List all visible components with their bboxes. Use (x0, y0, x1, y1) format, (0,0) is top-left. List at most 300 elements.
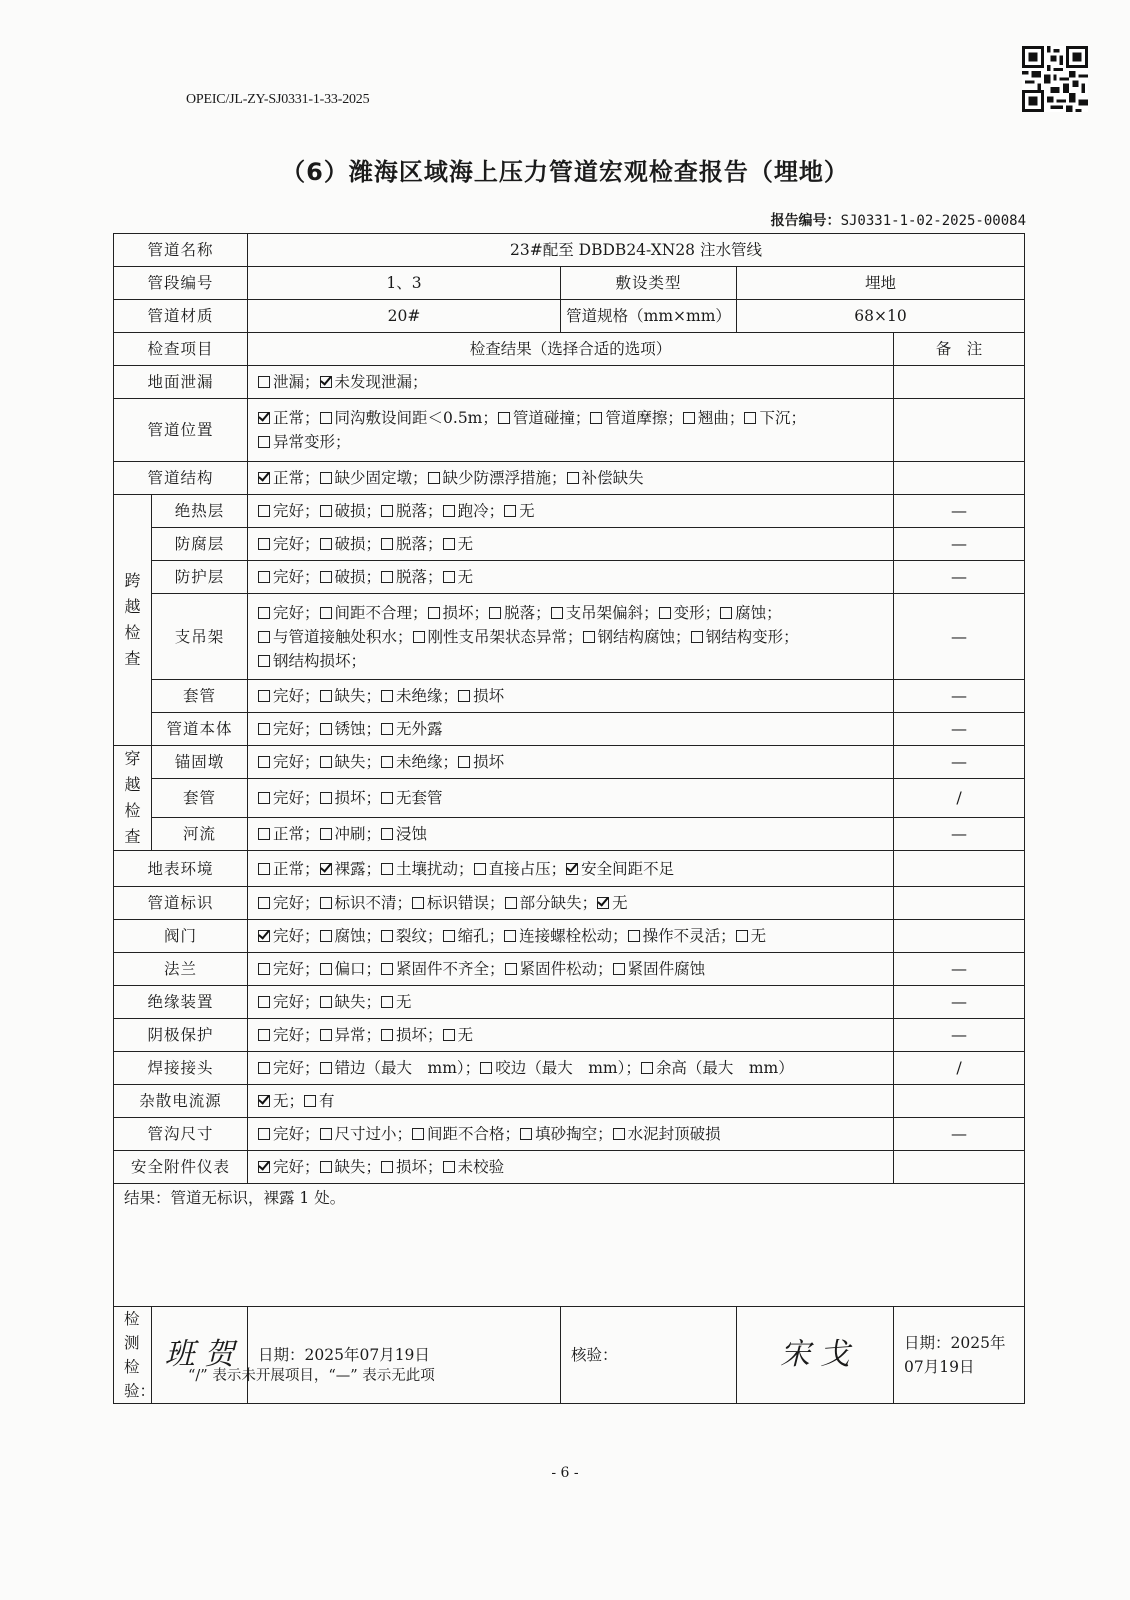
unchecked-box-icon[interactable] (320, 1062, 332, 1074)
spec-label: 管道规格（mm×mm） (561, 300, 737, 333)
option-label: 完好； (273, 1158, 320, 1176)
option-label: 缺少固定墩； (334, 469, 428, 487)
option (320, 502, 382, 520)
unchecked-box-icon[interactable] (381, 505, 393, 517)
option-label: 完好； (273, 894, 320, 912)
item-options (248, 1085, 894, 1118)
option-label: 完好； (273, 1125, 320, 1143)
unchecked-box-icon[interactable] (504, 930, 516, 942)
unchecked-box-icon[interactable] (258, 631, 270, 643)
unchecked-box-icon[interactable] (628, 930, 640, 942)
result-row (114, 1184, 1025, 1307)
unchecked-box-icon[interactable] (613, 1128, 625, 1140)
checked-box-icon[interactable] (258, 1095, 270, 1107)
option (613, 960, 706, 978)
option (258, 652, 366, 670)
option (320, 535, 382, 553)
item-options (248, 594, 894, 680)
option-label: 部分缺失； (519, 894, 598, 912)
unchecked-box-icon[interactable] (381, 792, 393, 804)
checked-box-icon[interactable] (320, 376, 332, 388)
qr-code (1022, 46, 1088, 112)
option (381, 720, 443, 738)
unchecked-box-icon[interactable] (320, 1029, 332, 1041)
option-label: 完好； (273, 687, 320, 705)
unchecked-box-icon[interactable] (320, 472, 332, 484)
item-options (248, 887, 894, 920)
unchecked-box-icon[interactable] (320, 828, 332, 840)
option-label: 直接占压； (488, 859, 567, 878)
item-label: 管道标识 (114, 887, 248, 920)
option (458, 753, 504, 771)
option-label: 翘曲； (697, 409, 745, 427)
item-remark (894, 851, 1025, 887)
unchecked-box-icon[interactable] (458, 690, 470, 702)
option-label: 冲刷； (334, 824, 382, 843)
date2 (894, 1307, 1025, 1404)
unchecked-box-icon[interactable] (258, 756, 270, 768)
option (443, 535, 474, 553)
option (381, 927, 443, 945)
option (505, 894, 598, 912)
option-label: 浸蚀 (396, 824, 428, 843)
unchecked-box-icon[interactable] (381, 1161, 393, 1173)
option-label: 无套管 (396, 788, 443, 807)
item-label: 地面泄漏 (114, 366, 248, 399)
option (597, 894, 628, 912)
unchecked-box-icon[interactable] (505, 897, 517, 909)
option (258, 469, 320, 487)
checked-box-icon[interactable] (597, 897, 609, 909)
unchecked-box-icon[interactable] (320, 723, 332, 735)
option (320, 1125, 413, 1143)
result-column-header: 检查结果（选择合适的选项） (248, 333, 894, 366)
item-options (248, 1118, 894, 1151)
option (258, 753, 320, 771)
item-remark: — (894, 713, 1025, 746)
option (381, 535, 443, 553)
document-code: OPEIC/JL-ZY-SJ0331-1-33-2025 (186, 92, 370, 107)
option (258, 927, 320, 945)
laying-value: 埋地 (737, 267, 1025, 300)
inspection-row (114, 561, 1025, 594)
option-label: 锈蚀； (334, 720, 382, 738)
option (504, 927, 628, 945)
unchecked-box-icon[interactable] (320, 690, 332, 702)
item-options (248, 1019, 894, 1052)
page-number: - 6 - (551, 1465, 579, 1481)
option-label: 紧固件不齐全； (396, 960, 505, 978)
unchecked-box-icon[interactable] (505, 963, 517, 975)
unchecked-box-icon[interactable] (443, 1161, 455, 1173)
unchecked-box-icon[interactable] (320, 996, 332, 1008)
unchecked-box-icon[interactable] (474, 863, 486, 875)
inspection-row (114, 1052, 1025, 1085)
unchecked-box-icon[interactable] (736, 930, 748, 942)
option (498, 409, 591, 427)
option-label: 缺少防漂浮措施； (442, 469, 567, 487)
option-label: 与管道接触处积水； (273, 627, 413, 646)
option-label: 泄漏； (273, 373, 320, 391)
inspection-row (114, 817, 1025, 850)
option (320, 720, 382, 738)
option-label: 完好； (273, 720, 320, 738)
option-label: 钢结构腐蚀； (597, 627, 691, 646)
option (258, 373, 320, 391)
unchecked-box-icon[interactable] (381, 863, 393, 875)
unchecked-box-icon[interactable] (258, 505, 270, 517)
unchecked-box-icon[interactable] (489, 607, 501, 619)
option (551, 604, 659, 622)
unchecked-box-icon[interactable] (443, 1029, 455, 1041)
option-label: 标识错误； (427, 894, 505, 912)
unchecked-box-icon[interactable] (258, 828, 270, 840)
option-label: 无 (457, 1026, 474, 1044)
inspection-row (114, 1118, 1025, 1151)
option (258, 894, 320, 912)
unchecked-box-icon[interactable] (458, 756, 470, 768)
checked-box-icon[interactable] (566, 863, 578, 875)
option-label: 异常变形； (273, 433, 351, 451)
unchecked-box-icon[interactable] (381, 828, 393, 840)
option (258, 789, 320, 807)
option (258, 535, 320, 553)
unchecked-box-icon[interactable] (381, 538, 393, 550)
unchecked-box-icon[interactable] (590, 412, 602, 424)
option-label: 操作不灵活； (642, 927, 736, 945)
option (474, 860, 567, 878)
option (304, 1092, 335, 1110)
option (683, 409, 745, 427)
row-pipe-name (114, 234, 1025, 267)
unchecked-box-icon[interactable] (258, 1029, 270, 1041)
option-label: 损坏； (396, 1026, 443, 1044)
option-label: 无 (519, 502, 535, 520)
unchecked-box-icon[interactable] (583, 631, 595, 643)
unchecked-box-icon[interactable] (443, 505, 455, 517)
checked-box-icon[interactable] (258, 412, 270, 424)
option (381, 825, 427, 843)
option-label: 余高（最大 mm） (655, 1059, 794, 1077)
option-label: 无； (273, 1092, 305, 1110)
unchecked-box-icon[interactable] (691, 631, 703, 643)
item-remark: / (894, 1052, 1025, 1085)
option (443, 1026, 474, 1044)
row-section (114, 267, 1025, 300)
item-column-header: 检查项目 (114, 333, 248, 366)
option-label: 同沟敷设间距＜0.5m； (334, 409, 498, 427)
signoff-row (114, 1307, 1025, 1404)
item-remark (894, 1085, 1025, 1118)
unchecked-box-icon[interactable] (258, 607, 270, 619)
unchecked-box-icon[interactable] (720, 607, 732, 619)
remark-column-header: 备 注 (894, 333, 1025, 366)
unchecked-box-icon[interactable] (498, 412, 510, 424)
option-label: 完好； (273, 927, 320, 945)
unchecked-box-icon[interactable] (320, 792, 332, 804)
unchecked-box-icon[interactable] (320, 930, 332, 942)
option (320, 1158, 382, 1176)
option (258, 825, 320, 843)
option (659, 604, 721, 622)
unchecked-box-icon[interactable] (412, 1128, 424, 1140)
option-label: 变形； (673, 603, 721, 622)
option-label: 损坏 (473, 687, 505, 705)
unchecked-box-icon[interactable] (320, 412, 332, 424)
option-label: 有 (319, 1092, 335, 1110)
option-label: 缺失； (334, 753, 382, 772)
unchecked-box-icon[interactable] (381, 1029, 393, 1041)
unchecked-box-icon[interactable] (258, 538, 270, 550)
unchecked-box-icon[interactable] (320, 756, 332, 768)
section-value: 1、3 (248, 267, 561, 300)
option (320, 753, 382, 771)
option (443, 927, 505, 945)
item-label: 管道本体 (152, 713, 248, 746)
unchecked-box-icon[interactable] (413, 631, 425, 643)
checked-box-icon[interactable] (258, 1161, 270, 1173)
unchecked-box-icon[interactable] (258, 792, 270, 804)
option (320, 1059, 481, 1077)
inspection-row (114, 851, 1025, 887)
option-label: 完好； (273, 788, 320, 807)
unchecked-box-icon[interactable] (320, 1161, 332, 1173)
option (458, 687, 504, 705)
option-label: 钢结构损坏； (273, 651, 367, 670)
unchecked-box-icon[interactable] (381, 963, 393, 975)
option (258, 409, 320, 427)
option (381, 502, 443, 520)
group-crossing-over: 跨 越 检 查 (114, 495, 152, 746)
option (258, 720, 320, 738)
option-label: 无 (457, 535, 474, 553)
unchecked-box-icon[interactable] (258, 690, 270, 702)
option (381, 960, 505, 978)
option-label: 无外露 (396, 720, 443, 738)
inspection-row (114, 1151, 1025, 1184)
option (258, 1026, 320, 1044)
unchecked-box-icon[interactable] (520, 1128, 532, 1140)
option-label: 未绝缘； (396, 687, 459, 705)
option-label: 尺寸过小； (334, 1125, 413, 1143)
unchecked-box-icon[interactable] (320, 963, 332, 975)
option-label: 完好； (273, 993, 320, 1011)
item-label: 防护层 (152, 561, 248, 594)
unchecked-box-icon[interactable] (258, 1062, 270, 1074)
row-material (114, 300, 1025, 333)
option (381, 568, 443, 586)
inspection-row (114, 680, 1025, 713)
inspection-row (114, 953, 1025, 986)
unchecked-box-icon[interactable] (258, 996, 270, 1008)
option (320, 1026, 382, 1044)
unchecked-box-icon[interactable] (320, 607, 332, 619)
inspection-row (114, 1085, 1025, 1118)
option-label: 损坏 (473, 753, 505, 772)
unchecked-box-icon[interactable] (443, 571, 455, 583)
option-label: 无 (612, 894, 628, 912)
unchecked-box-icon[interactable] (381, 690, 393, 702)
item-options (248, 953, 894, 986)
unchecked-box-icon[interactable] (551, 607, 563, 619)
option (381, 753, 458, 771)
option-label: 正常； (273, 469, 320, 487)
unchecked-box-icon[interactable] (320, 505, 332, 517)
unchecked-box-icon[interactable] (641, 1062, 653, 1074)
item-label: 管道结构 (114, 462, 248, 495)
item-label: 管沟尺寸 (114, 1118, 248, 1151)
option-label: 损坏； (442, 603, 490, 622)
option (258, 568, 320, 586)
item-remark (894, 887, 1025, 920)
option-label: 完好； (273, 1059, 320, 1077)
unchecked-box-icon[interactable] (428, 472, 440, 484)
option (381, 687, 458, 705)
unchecked-box-icon[interactable] (381, 756, 393, 768)
unchecked-box-icon[interactable] (258, 863, 270, 875)
unchecked-box-icon[interactable] (258, 1128, 270, 1140)
option (566, 860, 674, 878)
unchecked-box-icon[interactable] (480, 1062, 492, 1074)
inspection-row (114, 1019, 1025, 1052)
option (320, 860, 382, 878)
item-remark: — (894, 986, 1025, 1019)
item-label: 套管 (152, 779, 248, 817)
inspection-row (114, 528, 1025, 561)
option (504, 502, 535, 520)
inspection-row (114, 495, 1025, 528)
option-label: 脱落； (504, 603, 551, 622)
option-label: 支吊架偏斜； (565, 603, 659, 622)
option (412, 894, 505, 912)
option (443, 502, 505, 520)
option-label: 补偿缺失 (581, 469, 644, 487)
option (413, 628, 583, 646)
option-label: 下沉； (759, 409, 806, 427)
option-label: 破损； (334, 502, 382, 520)
group-crossing-under: 穿 越 检 查 (114, 746, 152, 851)
option-label: 水泥封顶破损 (627, 1125, 721, 1143)
option (381, 789, 443, 807)
item-remark: — (894, 561, 1025, 594)
unchecked-box-icon[interactable] (320, 1128, 332, 1140)
option (320, 993, 382, 1011)
unchecked-box-icon[interactable] (258, 897, 270, 909)
option (320, 469, 428, 487)
unchecked-box-icon[interactable] (443, 538, 455, 550)
unchecked-box-icon[interactable] (567, 472, 579, 484)
unchecked-box-icon[interactable] (258, 571, 270, 583)
unchecked-box-icon[interactable] (320, 538, 332, 550)
option-label: 脱落； (396, 535, 443, 553)
unchecked-box-icon[interactable] (258, 963, 270, 975)
unchecked-box-icon[interactable] (381, 930, 393, 942)
option (567, 469, 644, 487)
reviewer-label: 核验： (561, 1307, 737, 1404)
item-options (248, 462, 894, 495)
option-label: 未绝缘； (396, 753, 459, 772)
inspection-row (114, 366, 1025, 399)
item-label: 法兰 (114, 953, 248, 986)
report-number-value: SJ0331-1-02-2025-00084 (840, 213, 1026, 229)
unchecked-box-icon[interactable] (443, 930, 455, 942)
option (258, 860, 320, 878)
unchecked-box-icon[interactable] (412, 897, 424, 909)
item-remark: — (894, 746, 1025, 779)
unchecked-box-icon[interactable] (320, 897, 332, 909)
unchecked-box-icon[interactable] (428, 607, 440, 619)
option (720, 604, 782, 622)
item-options (248, 986, 894, 1019)
option (320, 789, 382, 807)
unchecked-box-icon[interactable] (304, 1095, 316, 1107)
option-label: 脱落； (396, 502, 443, 520)
option (381, 1026, 443, 1044)
option (258, 1092, 304, 1110)
option-label: 刚性支吊架状态异常； (427, 627, 583, 646)
option (381, 993, 412, 1011)
checked-box-icon[interactable] (320, 863, 332, 875)
item-label: 绝热层 (152, 495, 248, 528)
item-options (248, 528, 894, 561)
unchecked-box-icon[interactable] (744, 412, 756, 424)
option (590, 409, 683, 427)
option-label: 未发现泄漏； (334, 373, 428, 391)
option-label: 填砂掏空； (535, 1125, 613, 1143)
item-label: 杂散电流源 (114, 1085, 248, 1118)
unchecked-box-icon[interactable] (320, 571, 332, 583)
unchecked-box-icon[interactable] (683, 412, 695, 424)
option (744, 409, 806, 427)
unchecked-box-icon[interactable] (659, 607, 671, 619)
date-value: 2025年07月19日 (904, 1334, 1006, 1376)
item-label: 阀门 (114, 920, 248, 953)
unchecked-box-icon[interactable] (613, 963, 625, 975)
unchecked-box-icon[interactable] (504, 505, 516, 517)
unchecked-box-icon[interactable] (258, 376, 270, 388)
item-label: 地表环境 (114, 851, 248, 887)
option-label: 间距不合理； (334, 603, 428, 622)
option-label: 完好； (273, 1026, 320, 1044)
option (258, 960, 320, 978)
item-options (248, 779, 894, 817)
pipe-name-label: 管道名称 (114, 234, 248, 267)
checked-box-icon[interactable] (258, 930, 270, 942)
option-label: 标识不清； (334, 894, 413, 912)
unchecked-box-icon[interactable] (381, 571, 393, 583)
inspector-label: 检测检验： (114, 1307, 152, 1404)
unchecked-box-icon[interactable] (381, 723, 393, 735)
item-remark: — (894, 1118, 1025, 1151)
checked-box-icon[interactable] (258, 472, 270, 484)
item-label: 绝缘装置 (114, 986, 248, 1019)
option-label: 跑冷； (457, 502, 505, 520)
pipe-name-value: 23#配至 DBDB24-XN28 注水管线 (248, 234, 1025, 267)
material-value: 20# (248, 300, 561, 333)
option-label: 未校验 (457, 1158, 505, 1176)
item-label: 锚固墩 (152, 746, 248, 779)
date-label: 日期： (904, 1334, 951, 1352)
unchecked-box-icon[interactable] (258, 723, 270, 735)
unchecked-box-icon[interactable] (258, 436, 270, 448)
item-options (248, 851, 894, 887)
option (320, 604, 428, 622)
unchecked-box-icon[interactable] (258, 655, 270, 667)
option (412, 1125, 520, 1143)
unchecked-box-icon[interactable] (381, 996, 393, 1008)
option (320, 568, 382, 586)
option (443, 1158, 505, 1176)
